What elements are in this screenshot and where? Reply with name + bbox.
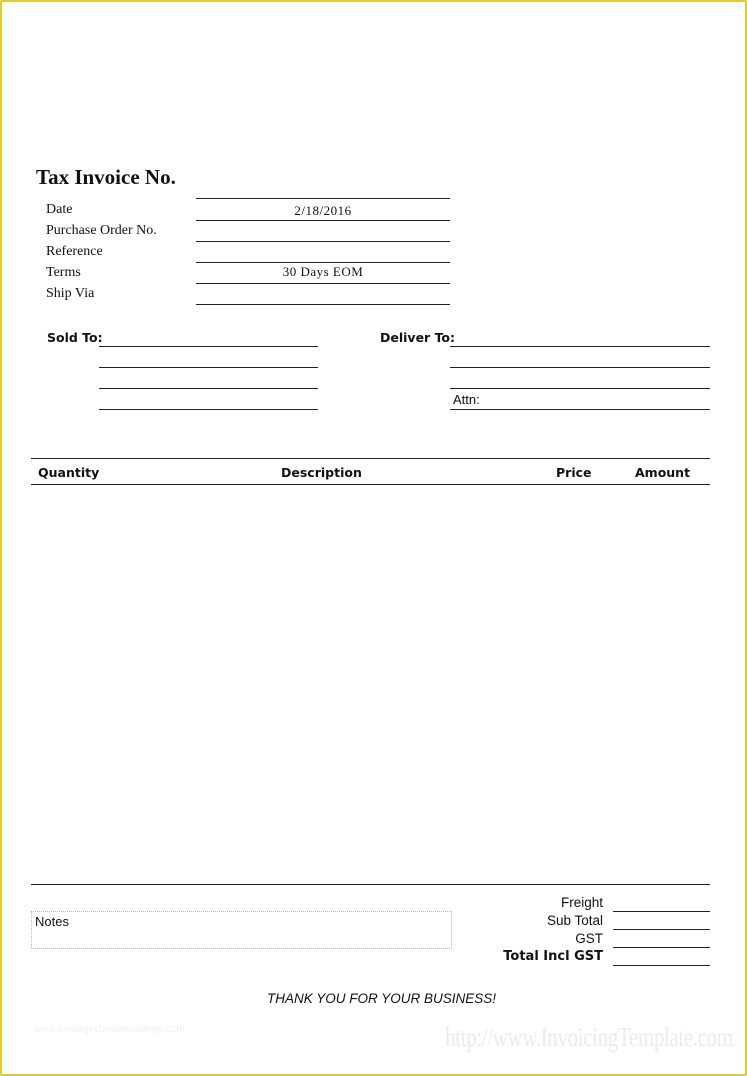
invoice-title: Tax Invoice No.: [36, 165, 176, 189]
terms-field-line: [196, 283, 450, 284]
terms-label: Terms: [46, 265, 81, 280]
meta-top-rule: [196, 198, 450, 199]
deliver-to-line-2[interactable]: [450, 367, 710, 368]
subtotal-field-line[interactable]: [613, 929, 710, 930]
freight-field-line[interactable]: [613, 911, 710, 912]
shipvia-field-line: [196, 304, 450, 305]
subtotal-label: Sub Total: [546, 913, 603, 928]
reference-field-line: [196, 262, 450, 263]
freight-label: Freight: [560, 895, 603, 910]
thank-you-message: THANK YOU FOR YOUR BUSINESS!: [266, 991, 497, 1006]
sold-to-label: Sold To:: [47, 330, 103, 345]
deliver-to-label: Deliver To:: [380, 330, 456, 345]
po-field-line: [196, 241, 450, 242]
attn-line[interactable]: [450, 409, 710, 410]
po-label: Purchase Order No.: [46, 223, 157, 238]
col-quantity: Quantity: [38, 465, 100, 480]
watermark-right: http://www.InvoicingTemplate.com: [445, 1022, 733, 1052]
gst-field-line[interactable]: [613, 947, 710, 948]
col-amount: Amount: [635, 465, 691, 480]
sold-to-line-3[interactable]: [99, 388, 318, 389]
total-incl-gst-label: Total Incl GST: [503, 949, 603, 964]
shipvia-label: Ship Via: [46, 286, 95, 301]
total-field-line[interactable]: [613, 965, 710, 966]
attn-label: Attn:: [453, 392, 480, 407]
sold-to-line-1[interactable]: [99, 346, 318, 347]
date-value[interactable]: 2/18/2016: [294, 203, 352, 218]
watermark-left: www.heritagechristiancollege.com: [34, 1024, 185, 1035]
col-description: Description: [281, 465, 362, 480]
line-items-area[interactable]: [31, 485, 710, 883]
col-price: Price: [556, 465, 592, 480]
notes-label: Notes: [35, 914, 69, 929]
table-top-rule: [31, 458, 710, 459]
notes-box[interactable]: [31, 911, 452, 949]
date-label: Date: [46, 202, 73, 217]
date-field-line: [196, 220, 450, 221]
reference-label: Reference: [46, 244, 103, 259]
gst-label: GST: [575, 931, 603, 946]
sold-to-line-2[interactable]: [99, 367, 318, 368]
deliver-to-line-1[interactable]: [450, 346, 710, 347]
sold-to-line-4[interactable]: [99, 409, 318, 410]
terms-value[interactable]: 30 Days EOM: [282, 264, 364, 279]
items-bottom-rule: [31, 884, 710, 885]
deliver-to-line-3[interactable]: [450, 388, 710, 389]
